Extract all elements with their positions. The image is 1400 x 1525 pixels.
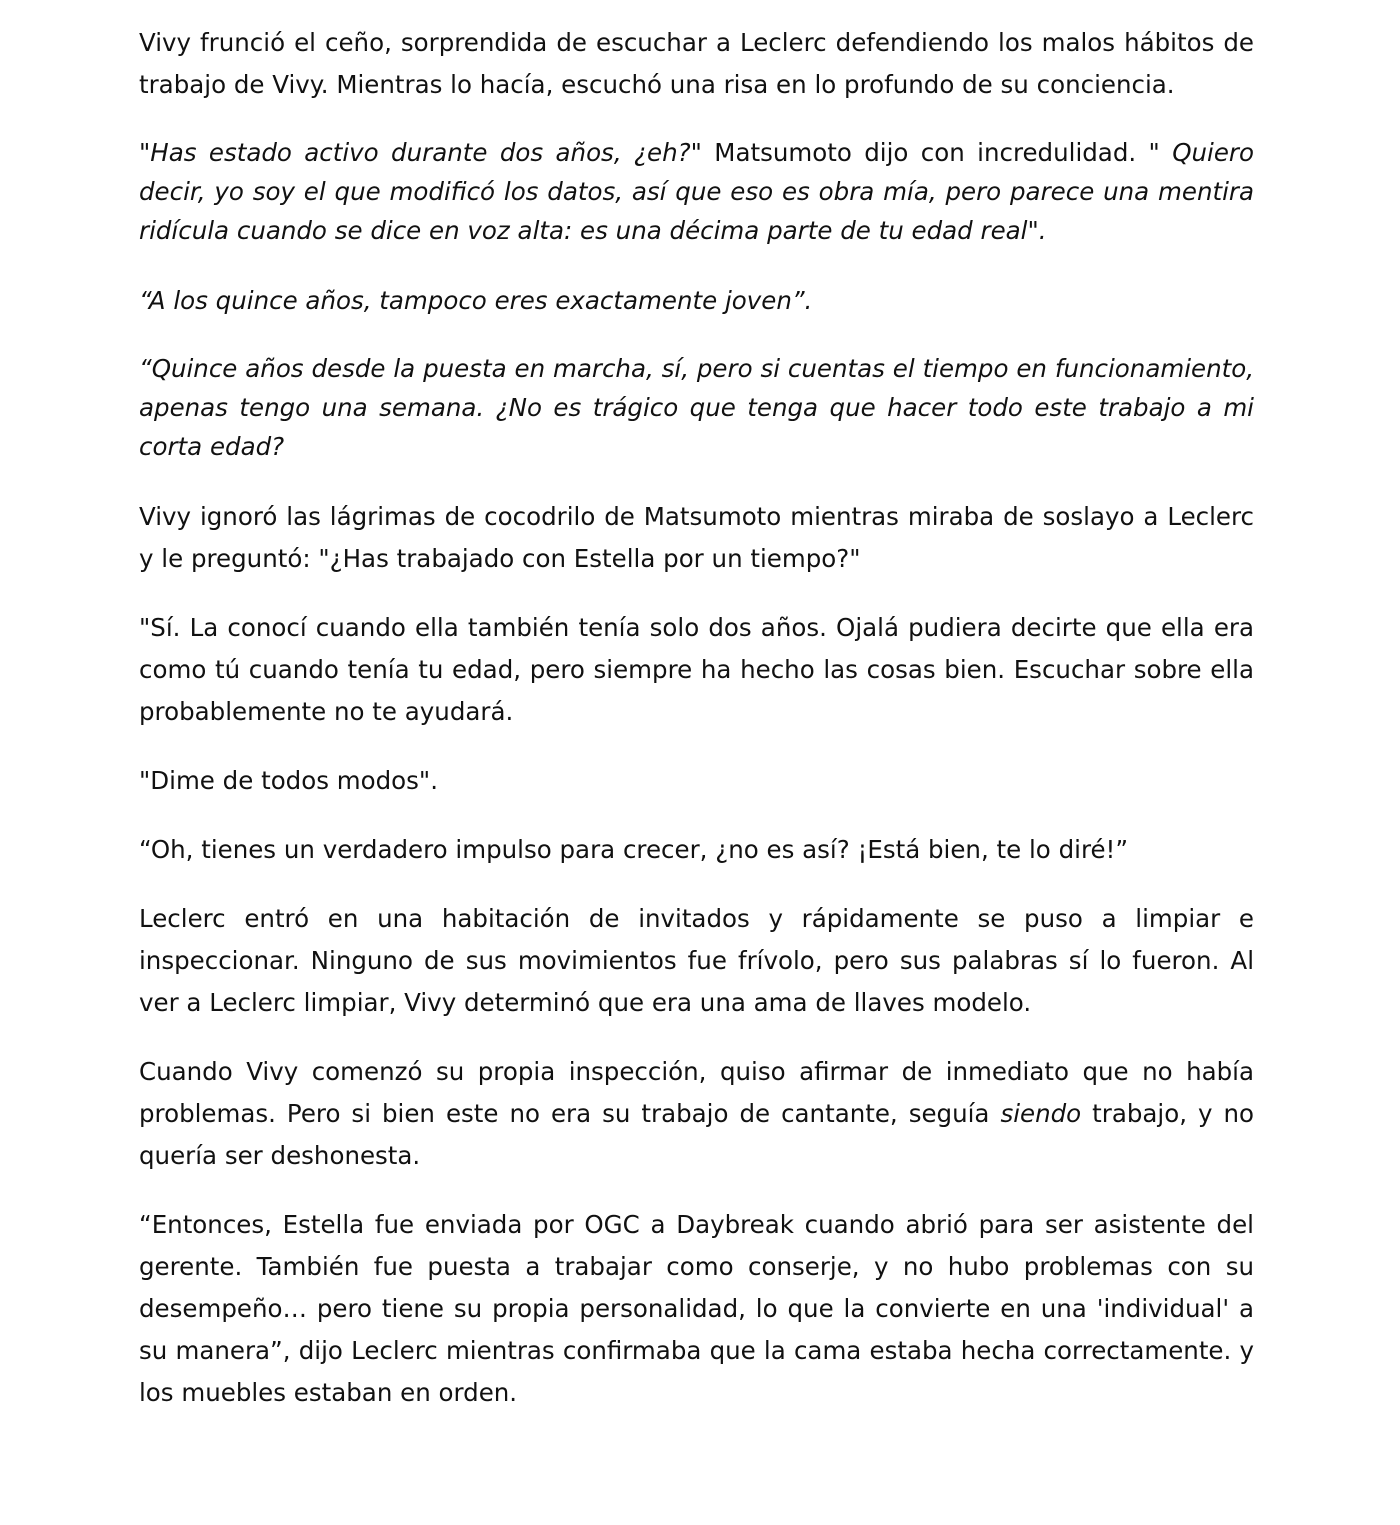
paragraph-text-italic: Quiero decir, yo soy el que modificó los datos, así que eso es obra mía, pero parece una mentira ridícula cuando se dice en voz alta: es una décima parte de tu edad real". [139, 138, 1254, 245]
paragraph-text: trabajo, y no quería ser deshonesta. [139, 1099, 1254, 1170]
paragraph [139, 22, 1254, 106]
paragraph-text-italic: “A los quince años, tampoco eres exactamente joven”. [139, 286, 813, 315]
paragraph [139, 760, 1254, 802]
paragraph [139, 133, 1254, 250]
paragraph [139, 607, 1254, 733]
paragraph-text: Vivy frunció el ceño, sorprendida de escuchar a Leclerc defendiendo los malos hábitos de trabajo de Vivy. Mientras lo hacía, escuchó una risa en lo profundo de su conciencia. [139, 28, 1254, 99]
paragraph-text: Leclerc entró en una habitación de invitados y rápidamente se puso a limpiar e inspeccionar. Ninguno de sus movimientos fue frívolo, pero sus palabras sí lo fueron. Al ver a Leclerc limpiar, Vivy determinó que era una ama de llaves modelo. [139, 904, 1254, 1017]
paragraph [139, 349, 1254, 466]
paragraph-text: Matsumoto dijo con incredulidad. " [701, 138, 1160, 167]
paragraph [139, 898, 1254, 1024]
paragraph-text-italic: “Quince años desde la puesta en marcha, sí, pero si cuentas el tiempo en funcionamiento, apenas tengo una semana. ¿No es trágico que tenga que hacer todo este trabajo a mi corta edad? [139, 354, 1254, 461]
paragraph-text: Cuando Vivy comenzó su propia inspección, quiso afirmar de inmediato que no había problemas. Pero si bien este no era su trabajo de cantante, seguía [139, 1057, 1254, 1128]
paragraph [139, 829, 1254, 871]
paragraph-text-italic: "Has estado activo durante dos años, ¿eh?" [139, 138, 702, 167]
paragraph [139, 280, 1254, 322]
paragraph [139, 1204, 1254, 1414]
paragraph-text: "Sí. La conocí cuando ella también tenía solo dos años. Ojalá pudiera decirte que ella era como tú cuando tenía tu edad, pero siempre ha hecho las cosas bien. Escuchar sobre ella probablemente no te ayudará. [139, 613, 1254, 726]
paragraph-text-italic: siendo [1000, 1099, 1082, 1128]
paragraph-text: “Oh, tienes un verdadero impulso para crecer, ¿no es así? ¡Está bien, te lo diré!” [139, 835, 1129, 864]
paragraph-text: “Entonces, Estella fue enviada por OGC a Daybreak cuando abrió para ser asistente del gerente. También fue puesta a trabajar como conserje, y no hubo problemas con su desempeño… pero tiene su propia personalidad, lo que la convierte en una 'individual' a su manera”, dijo Leclerc mientras confirmaba que la cama estaba hecha correctamente. y los muebles estaban en orden. [139, 1210, 1254, 1407]
paragraph-text: Vivy ignoró las lágrimas de cocodrilo de Matsumoto mientras miraba de soslayo a Leclerc y le preguntó: "¿Has trabajado con Estella por un tiempo?" [139, 502, 1254, 573]
paragraph [139, 1051, 1254, 1177]
paragraph [139, 496, 1254, 580]
paragraph-text: "Dime de todos modos". [139, 766, 438, 795]
document-page [139, 22, 1254, 1414]
